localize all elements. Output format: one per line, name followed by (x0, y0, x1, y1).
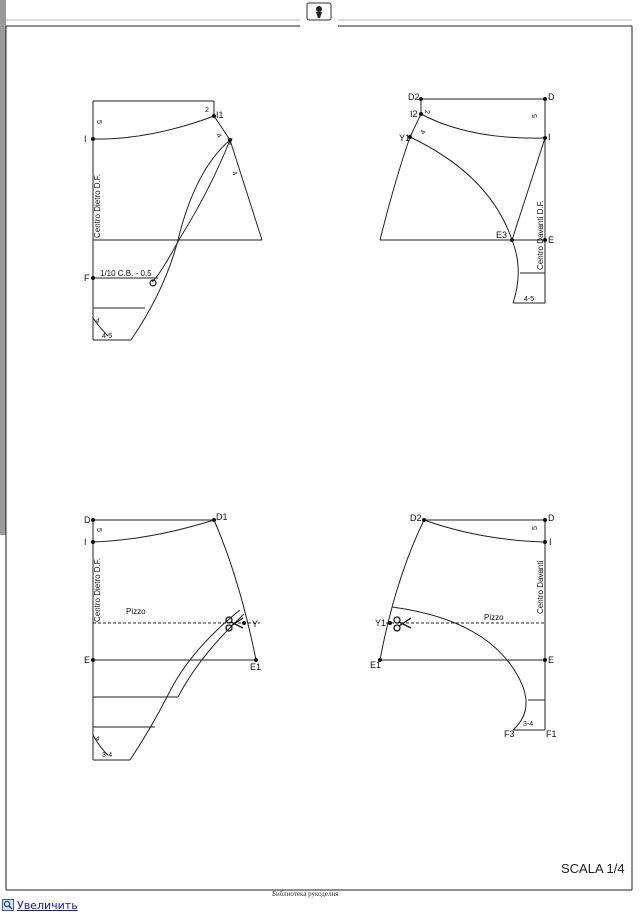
measure-4a: 4 (214, 132, 223, 140)
label-E1: E1 (250, 662, 262, 672)
zoom-link-label[interactable]: Увеличить (17, 898, 78, 912)
scan-edge (0, 0, 6, 535)
measure-4: 4 (94, 735, 101, 744)
bottom-measure: 4-5 (524, 296, 535, 303)
label-Y1: Y1 (399, 133, 411, 143)
label-I: I (84, 537, 87, 547)
label-Y1: Y1 (375, 618, 387, 628)
label-F: F (84, 273, 90, 283)
label-D: D (548, 513, 555, 523)
back-bottom-pattern (91, 518, 260, 760)
note-cb: 1/10 C.B. - 0,5 (100, 269, 152, 278)
measure-5: 5 (95, 528, 102, 532)
ornament-icon (307, 3, 331, 20)
measure-2: 2 (423, 110, 430, 114)
label-D: D (548, 92, 555, 102)
label-D2: D2 (408, 92, 420, 102)
label-I1: I1 (216, 110, 224, 120)
label-Y: Y (252, 619, 259, 629)
label-D1: D1 (216, 512, 228, 522)
label-F3: F3 (504, 729, 515, 739)
vertical-label: Centro Dietro D.F. (93, 173, 102, 238)
magnifier-icon (2, 899, 14, 911)
label-I: I (548, 132, 551, 142)
label-I: I (84, 134, 87, 144)
measure-4c: 4 (94, 317, 101, 326)
label-Y: Y (227, 137, 234, 147)
label-I: I (549, 537, 552, 547)
measure-5: 5 (532, 526, 539, 530)
label-I2: I2 (410, 109, 418, 119)
vertical-label: Centro Davanti D.F. (536, 200, 545, 270)
label-E3: E3 (496, 230, 508, 240)
lace-label: Pizzo (126, 607, 146, 616)
scissors-icon (394, 617, 411, 631)
label-E: E (84, 655, 91, 665)
bottom-measure: 4-5 (102, 333, 113, 340)
bottom-measure: 3-4 (523, 721, 534, 728)
measure-5: 5 (95, 120, 102, 124)
lace-label: Pizzo (484, 613, 504, 622)
front-top-pattern (380, 97, 547, 303)
back-top-pattern (91, 101, 262, 340)
vertical-label: Centro Davanti (536, 560, 545, 614)
scale-label: SCALA 1/4 (561, 861, 625, 876)
label-D: D (84, 515, 91, 525)
measure-2: 2 (205, 107, 209, 114)
bottom-measure: 3-4 (102, 752, 113, 759)
measure-4b: 4 (230, 170, 239, 177)
label-E: E (548, 655, 555, 665)
label-F1: F1 (546, 729, 557, 739)
label-D2: D2 (410, 513, 422, 523)
vertical-label: Centro Dietro D.F. (93, 557, 102, 622)
zoom-link[interactable] (2, 898, 78, 912)
label-E: E (548, 235, 555, 245)
footer-watermark: Библиотека рукоделия (272, 890, 339, 898)
measure-5: 5 (532, 114, 539, 118)
label-E1: E1 (370, 660, 382, 670)
measure-4: 4 (419, 129, 428, 136)
